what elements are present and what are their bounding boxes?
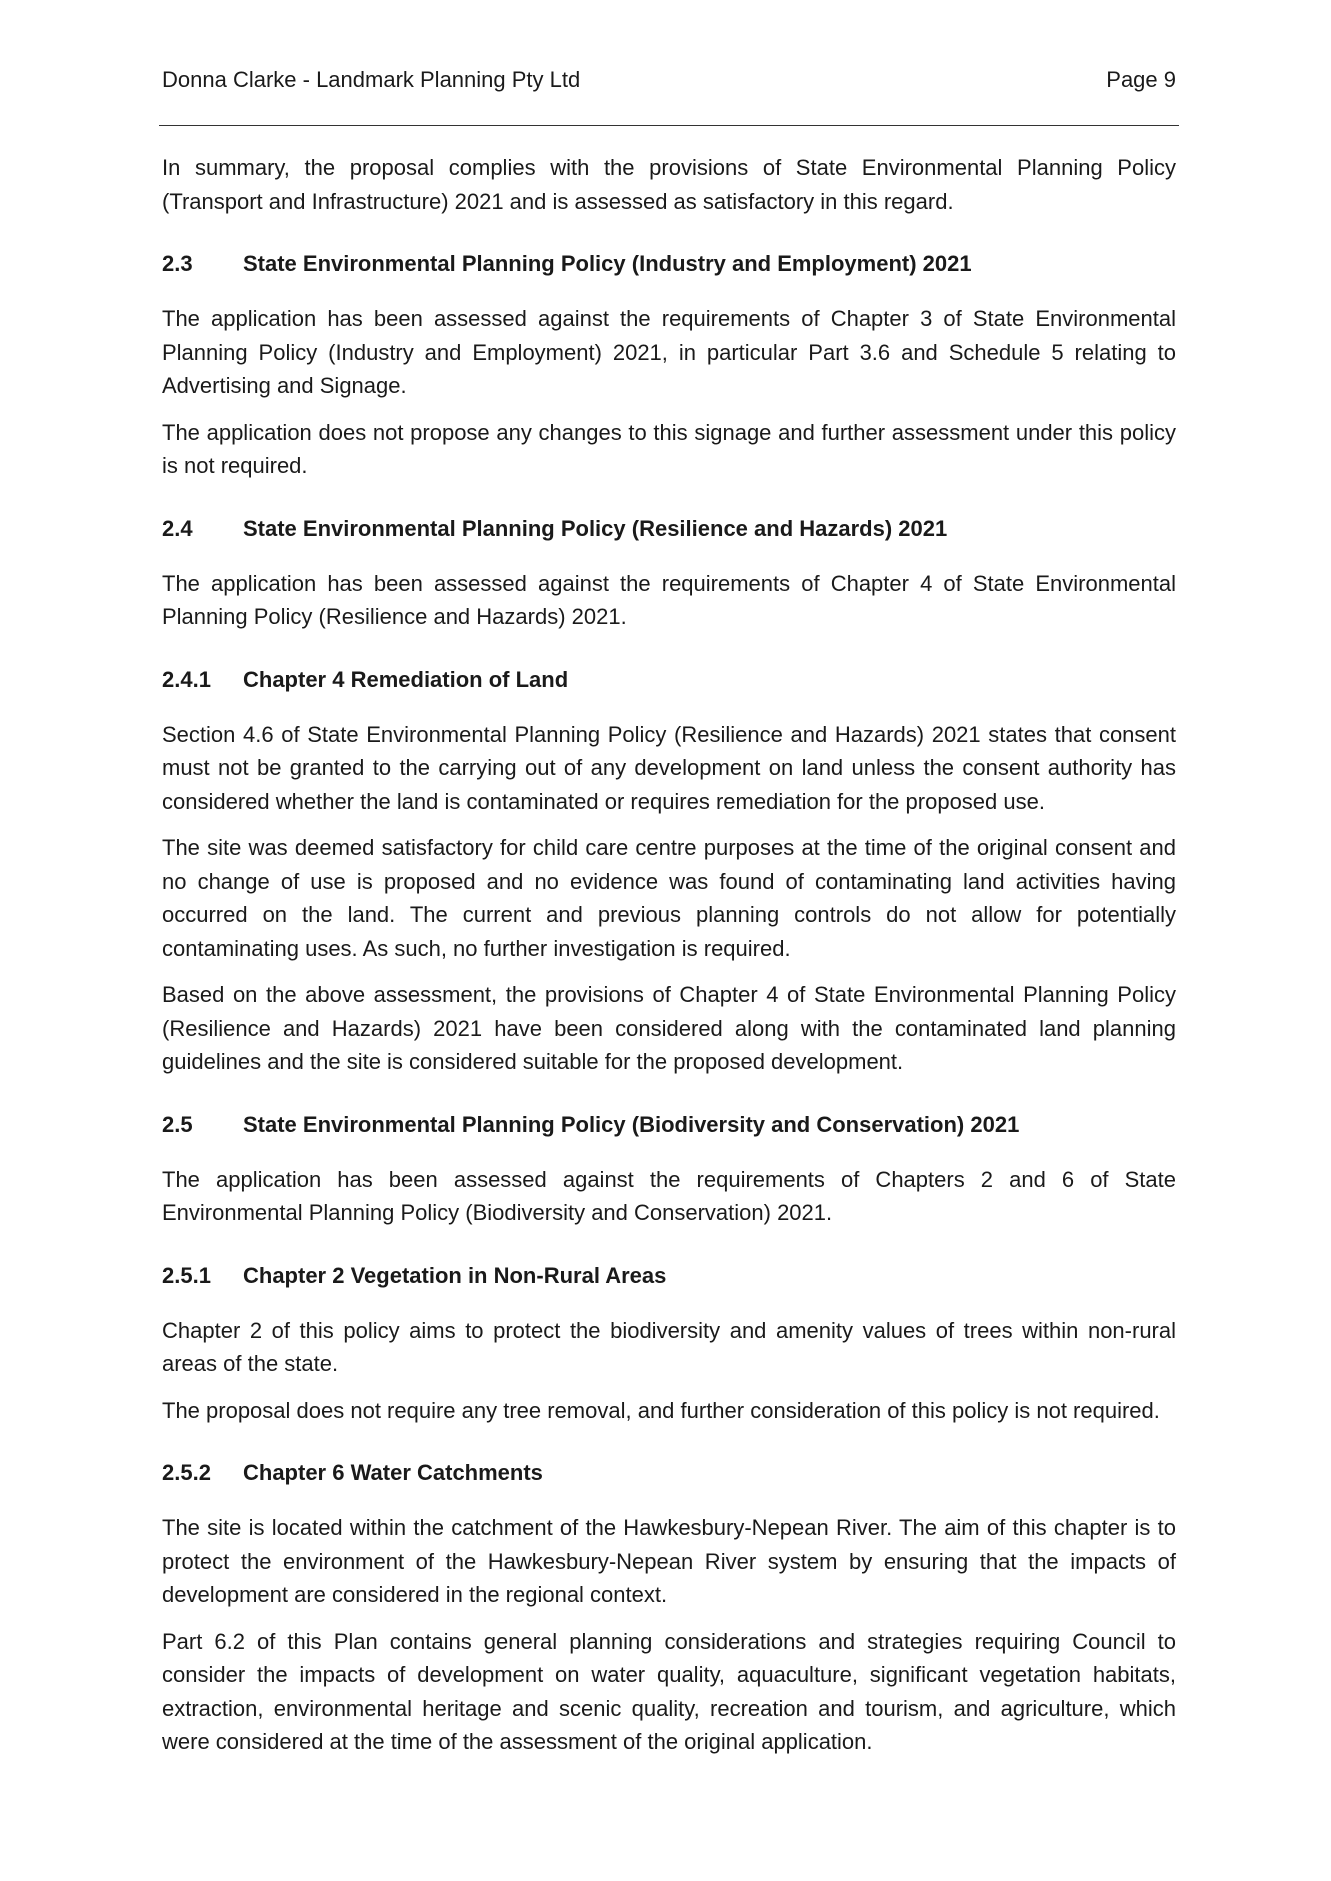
- section-heading-2-5-1: [162, 1260, 1176, 1292]
- paragraph: Section 4.6 of State Environmental Planning Policy (Resilience and Hazards) 2021 states that consent must not be granted to the carrying out of any development on land unless the consent authority has considered whether the land is contaminated or requires remediation for the proposed use.: [162, 721, 1176, 814]
- section-number: 2.4.1: [162, 666, 211, 692]
- paragraph: The application does not propose any changes to this signage and further assessment under this policy is not required.: [162, 419, 1176, 478]
- page-number: Page 9: [1106, 67, 1176, 92]
- section-heading-2-3: [162, 248, 1176, 280]
- section-title: Chapter 4 Remediation of Land: [243, 666, 569, 692]
- section-heading-2-4: [162, 513, 1176, 545]
- section-title: Chapter 2 Vegetation in Non-Rural Areas: [243, 1262, 667, 1288]
- section-number: 2.5.1: [162, 1262, 211, 1288]
- section-title: State Environmental Planning Policy (Biodiversity and Conservation) 2021: [243, 1111, 1020, 1137]
- section-title: Chapter 6 Water Catchments: [243, 1460, 543, 1485]
- paragraph: The site was deemed satisfactory for child care centre purposes at the time of the original consent and no change of use is proposed and no evidence was found of contaminating land activities having occurred on the land. The current and previous planning controls do not allow for potentially contaminating uses. As such, no further investigation is required.: [162, 835, 1176, 961]
- header-divider: [159, 125, 1179, 126]
- section-heading-2-5: [162, 1109, 1176, 1141]
- section-number: 2.3: [162, 251, 193, 276]
- paragraph: The site is located within the catchment of the Hawkesbury-Nepean River. The aim of this chapter is to protect the environment of the Hawkesbury-Nepean River system by ensuring that the impacts of development are considered in the regional context.: [162, 1515, 1176, 1607]
- section-title: State Environmental Planning Policy (Industry and Employment) 2021: [243, 251, 972, 276]
- paragraph: The application has been assessed against the requirements of Chapter 3 of State Environmental Planning Policy (Industry and Employment) 2021, in particular Part 3.6 and Schedule 5 relating to Advertising and Signage.: [162, 306, 1176, 398]
- paragraph: The proposal does not require any tree removal, and further consideration of this policy is not required.: [162, 1397, 1160, 1423]
- document-body: [162, 151, 1176, 1772]
- section-heading-2-5-2: [162, 1457, 1176, 1489]
- header-author: Donna Clarke - Landmark Planning Pty Ltd: [162, 67, 581, 92]
- section-number: 2.5.2: [162, 1460, 211, 1485]
- paragraph: Chapter 2 of this policy aims to protect the biodiversity and amenity values of trees within non-rural areas of the state.: [162, 1317, 1176, 1376]
- section-number: 2.5: [162, 1111, 193, 1137]
- section-heading-2-4-1: [162, 664, 1176, 696]
- paragraph: The application has been assessed against the requirements of Chapters 2 and 6 of State Environmental Planning Policy (Biodiversity and Conservation) 2021.: [162, 1166, 1176, 1225]
- intro-paragraph: In summary, the proposal complies with the provisions of State Environmental Planning Policy (Transport and Infrastructure) 2021 and is assessed as satisfactory in this regard.: [162, 155, 1176, 214]
- section-title: State Environmental Planning Policy (Resilience and Hazards) 2021: [243, 515, 948, 541]
- paragraph: The application has been assessed against the requirements of Chapter 4 of State Environmental Planning Policy (Resilience and Hazards) 2021.: [162, 570, 1176, 629]
- page-header: [162, 64, 1176, 96]
- paragraph: Based on the above assessment, the provisions of Chapter 4 of State Environmental Planning Policy (Resilience and Hazards) 2021 have been considered along with the contaminated land planning guidelines and the site is considered suitable for the proposed development.: [162, 982, 1176, 1074]
- section-number: 2.4: [162, 515, 193, 541]
- paragraph: Part 6.2 of this Plan contains general planning considerations and strategies requiring Council to consider the impacts of development on water quality, aquaculture, significant vegetation habitats, extraction, environmental heritage and scenic quality, recreation and tourism, and agriculture, which were considered at the time of the assessment of the original application.: [162, 1628, 1176, 1754]
